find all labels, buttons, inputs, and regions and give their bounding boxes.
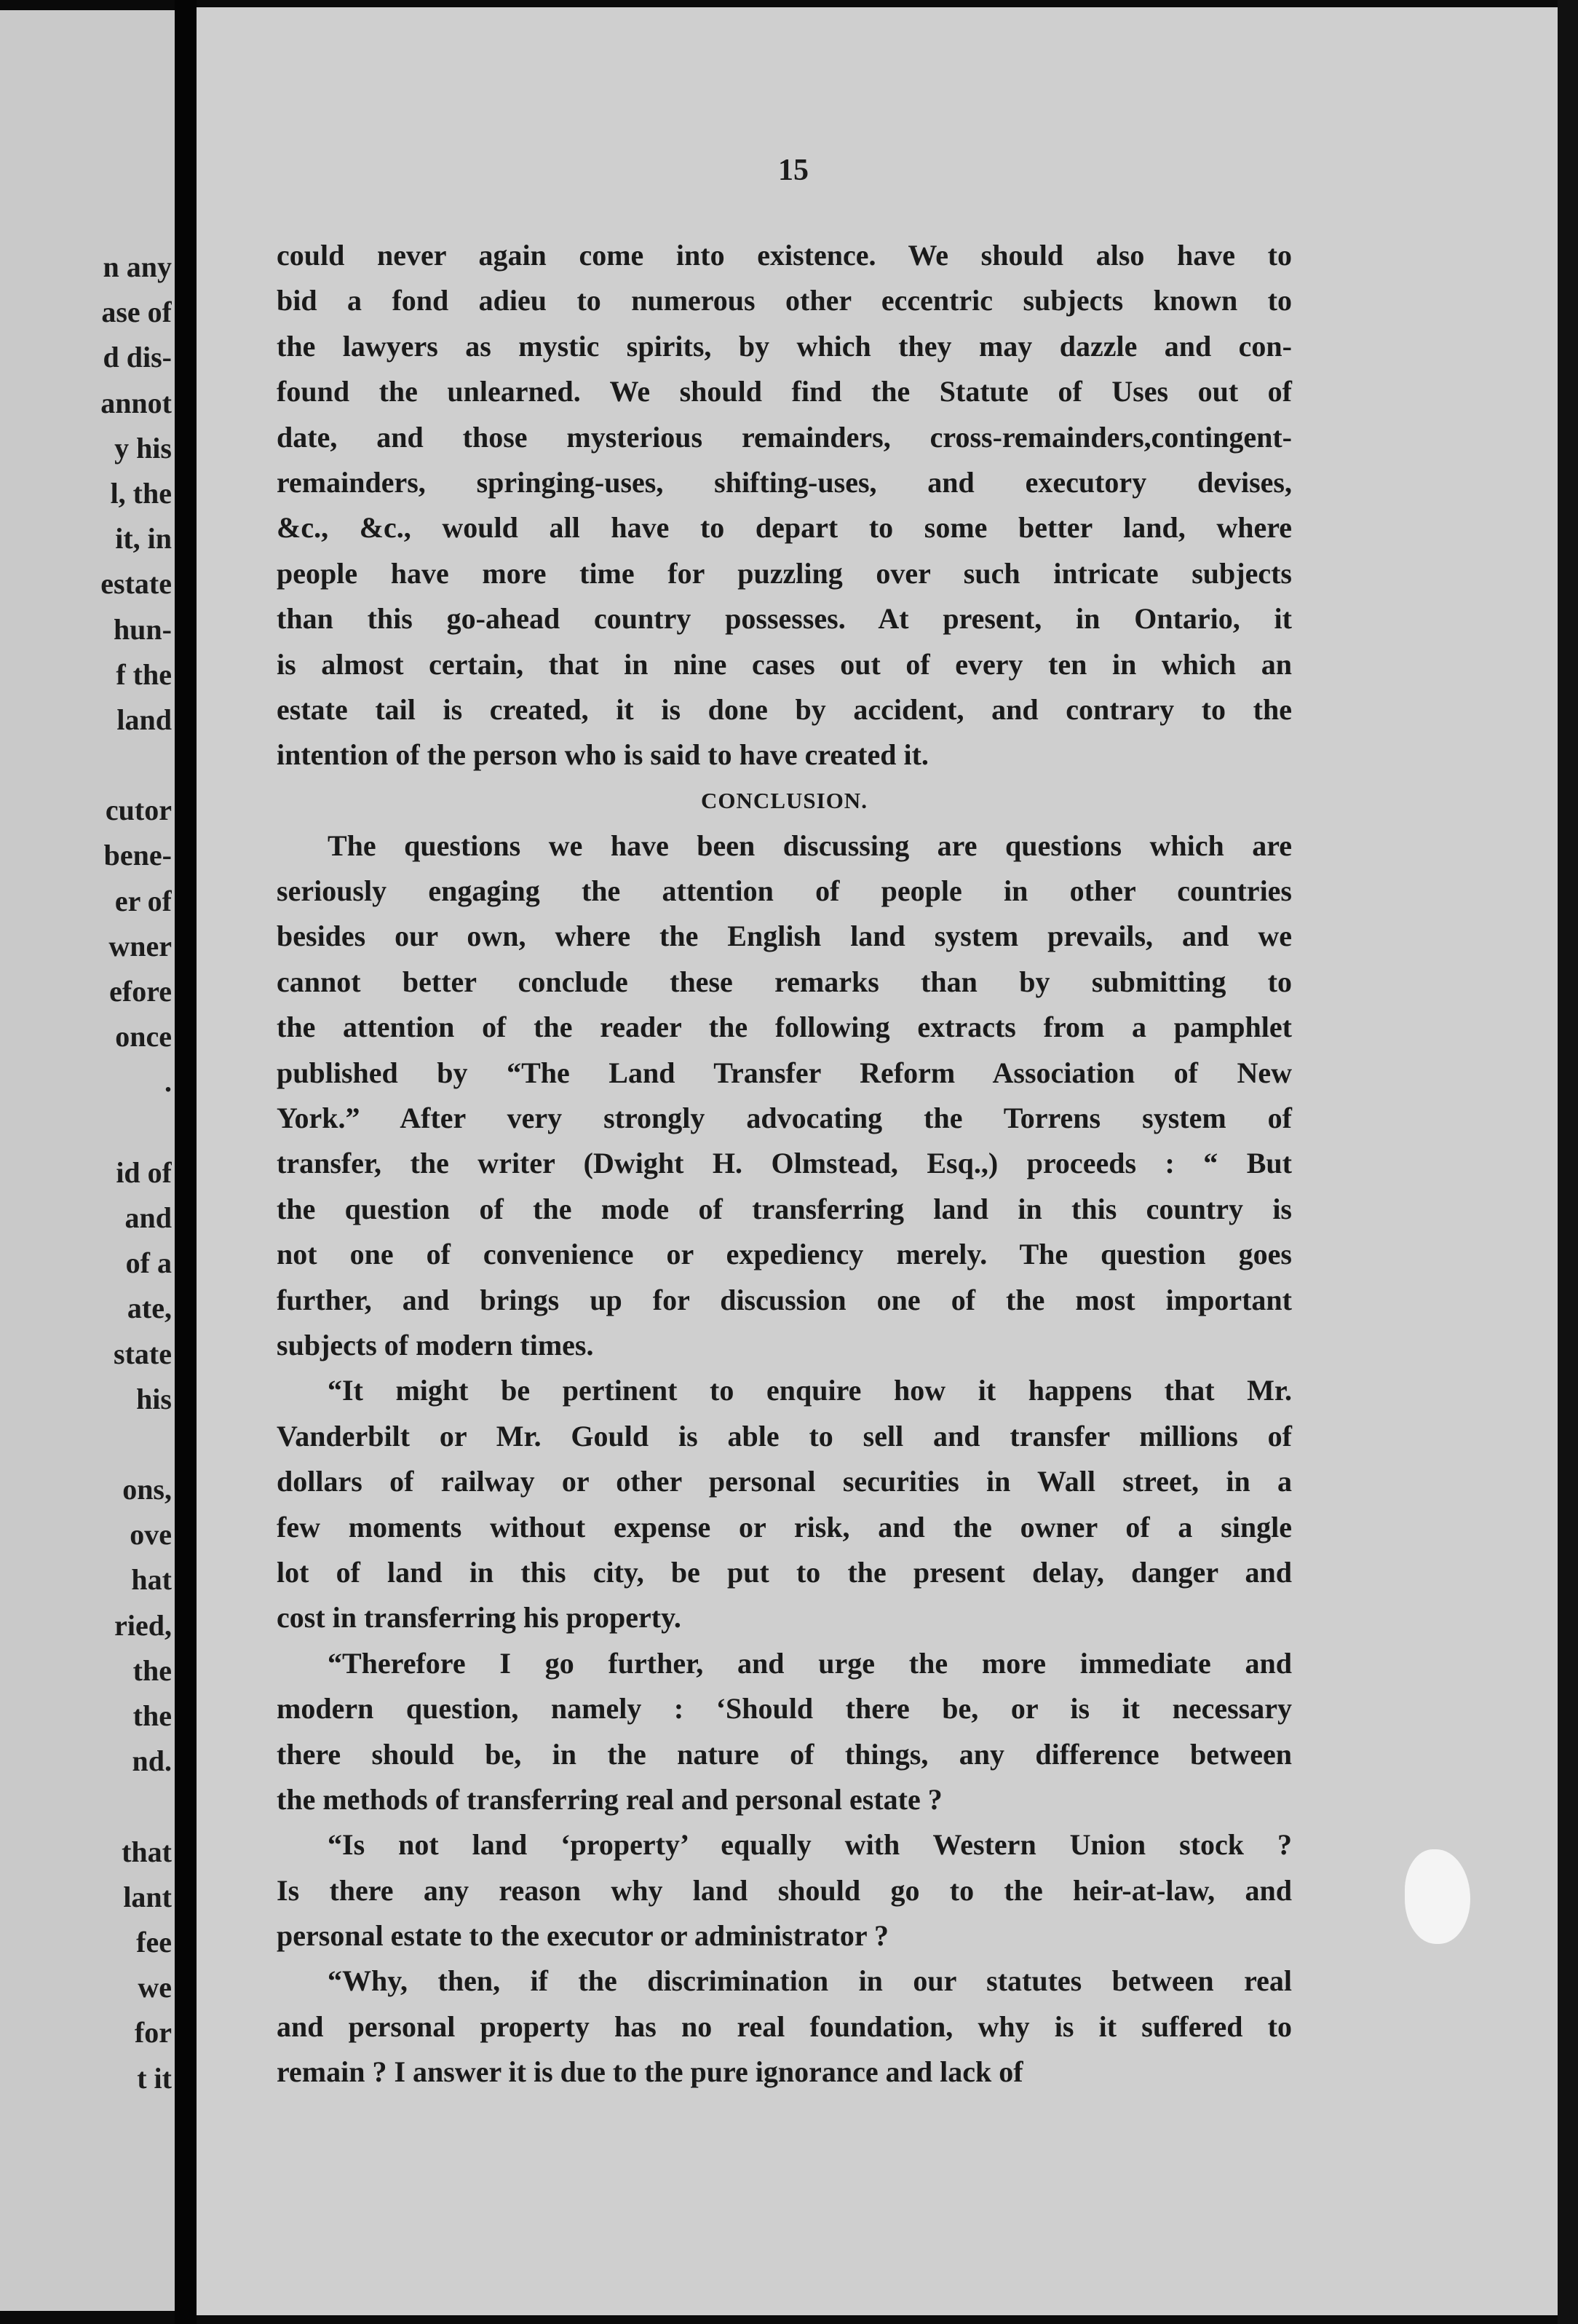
facing-page-line: we <box>138 1971 172 2004</box>
facing-page-text <box>0 245 172 2101</box>
text-line: there should be, in the nature of things, any difference between <box>277 1737 1292 1771</box>
text-line: “Therefore I go further, and urge the more immediate and <box>328 1646 1292 1680</box>
text-line: “Is not land ‘property’ equally with Western Union stock ? <box>328 1828 1292 1862</box>
facing-page-line: cutor <box>105 794 172 827</box>
facing-page-line: n any <box>103 250 172 283</box>
facing-page-line: ate, <box>127 1292 172 1325</box>
text-line: not one of convenience or expediency merely. The question goes <box>277 1238 1292 1271</box>
text-line: lot of land in this city, be put to the present delay, danger and <box>277 1555 1292 1589</box>
facing-page-line: hun- <box>113 612 172 646</box>
paragraph <box>277 233 1292 778</box>
text-line: York.” After very strongly advocating the Torrens system of <box>277 1102 1292 1135</box>
facing-page-line: er of <box>114 884 172 917</box>
book-gutter <box>175 0 197 2324</box>
text-line: transfer, the writer (Dwight H. Olmstead, Esq.,) proceeds : “ But <box>277 1147 1292 1180</box>
facing-page-line: fee <box>136 1925 172 1959</box>
text-line: &c., &c., would all have to depart to some better land, where <box>277 511 1292 545</box>
facing-page-line <box>0 1784 172 1829</box>
facing-page-line: efore <box>109 975 172 1008</box>
text-line: is almost certain, that in nine cases out of every ten in which an <box>277 647 1292 681</box>
text-line: date, and those mysterious remainders, cross-remainders,contingent- <box>277 420 1292 454</box>
text-line: “It might be pertinent to enquire how it happens that Mr. <box>328 1374 1292 1407</box>
facing-page-line: that <box>122 1835 172 1868</box>
facing-page-line: . <box>164 1065 172 1099</box>
facing-page-line: for <box>134 2016 172 2050</box>
text-line: bid a fond adieu to numerous other eccentric subjects known to <box>277 284 1292 317</box>
facing-page-line: the <box>132 1653 172 1687</box>
text-line: further, and brings up for discussion one of the most important <box>277 1283 1292 1316</box>
facing-page-line: y his <box>114 431 172 465</box>
text-line: people have more time for puzzling over such intricate subjects <box>277 556 1292 590</box>
facing-page-line: it, in <box>115 522 172 556</box>
text-line: the methods of transferring real and personal estate ? <box>277 1782 943 1816</box>
text-line: and personal property has no real foundation, why is it suffered to <box>277 2009 1292 2043</box>
facing-page-line <box>0 743 172 788</box>
facing-page-line: hat <box>131 1563 172 1597</box>
text-line: remain ? I answer it is due to the pure ignorance and lack of <box>277 2055 1023 2089</box>
text-line: besides our own, where the English land system prevails, and we <box>277 920 1292 953</box>
page-edge-shadow <box>1558 0 1578 2324</box>
facing-page-line: his <box>136 1382 172 1415</box>
facing-page-line: f the <box>116 657 172 691</box>
text-line: cost in transferring his property. <box>277 1601 681 1635</box>
text-line: subjects of modern times. <box>277 1328 594 1361</box>
page-body <box>277 233 1292 2095</box>
facing-page-line: wner <box>108 929 172 963</box>
text-line: the lawyers as mystic spirits, by which they may dazzle and con- <box>277 329 1292 363</box>
text-line: than this go-ahead country possesses. At present, in Ontario, it <box>277 602 1292 636</box>
facing-page-line <box>0 1422 172 1467</box>
text-line: personal estate to the executor or administrator ? <box>277 1919 889 1953</box>
facing-page-line: nd. <box>132 1744 172 1778</box>
facing-page-line: ons, <box>122 1473 172 1506</box>
text-line: modern question, namely : ‘Should there be, or is it necessary <box>277 1692 1292 1726</box>
text-line: Is there any reason why land should go to the heir-at-law, and <box>277 1873 1292 1907</box>
page-number: 15 <box>778 154 809 187</box>
paper-damage-spot <box>1405 1849 1470 1944</box>
facing-page-line: ove <box>130 1518 172 1552</box>
text-line: the attention of the reader the following extracts from a pamphlet <box>277 1011 1292 1044</box>
text-line: seriously engaging the attention of people in other countries <box>277 874 1292 908</box>
paragraph <box>277 1822 1292 1959</box>
text-line: found the unlearned. We should find the Statute of Uses out of <box>277 375 1292 408</box>
text-line: Vanderbilt or Mr. Gould is able to sell and transfer millions of <box>277 1419 1292 1452</box>
text-line: The questions we have been discussing are questions which are <box>328 829 1292 862</box>
facing-page-line: the <box>132 1699 172 1732</box>
facing-page-line: land <box>116 703 172 736</box>
facing-page-line: bene- <box>103 839 172 872</box>
facing-page-line: of a <box>125 1246 172 1280</box>
paragraph <box>277 1959 1292 2095</box>
facing-page-line: and <box>124 1201 172 1234</box>
paragraph <box>277 823 1292 1369</box>
facing-page-line: annot <box>100 386 172 419</box>
facing-page-line: l, the <box>110 476 172 510</box>
section-heading: CONCLUSION. <box>701 787 868 813</box>
text-line: dollars of railway or other personal securities in Wall street, in a <box>277 1465 1292 1498</box>
facing-page-line: d dis- <box>103 341 172 374</box>
facing-page-line: t it <box>137 2061 172 2095</box>
text-line: cannot better conclude these remarks than by submitting to <box>277 965 1292 998</box>
text-line: could never again come into existence. We should also have to <box>277 239 1292 272</box>
facing-page-line: ried, <box>114 1608 172 1642</box>
text-line: remainders, springing-uses, shifting-uses, and executory devises, <box>277 465 1292 499</box>
facing-page-line: once <box>115 1020 172 1054</box>
paragraph <box>277 1641 1292 1823</box>
facing-page-line <box>0 1105 172 1150</box>
text-line: intention of the person who is said to have created it. <box>277 738 929 772</box>
facing-page-line: ase of <box>101 296 172 329</box>
text-line: “Why, then, if the discrimination in our statutes between real <box>328 1964 1292 1998</box>
facing-page-line: state <box>114 1337 172 1370</box>
paragraph <box>277 1368 1292 1640</box>
facing-page-fragment <box>0 10 175 2311</box>
facing-page-line: id of <box>116 1155 172 1189</box>
text-line: estate tail is created, it is done by accident, and contrary to the <box>277 692 1292 726</box>
text-line: published by “The Land Transfer Reform Association of New <box>277 1056 1292 1089</box>
text-line: the question of the mode of transferring land in this country is <box>277 1192 1292 1225</box>
facing-page-line: lant <box>123 1880 172 1913</box>
text-line: few moments without expense or risk, and the owner of a single <box>277 1510 1292 1544</box>
facing-page-line: estate <box>100 567 172 601</box>
